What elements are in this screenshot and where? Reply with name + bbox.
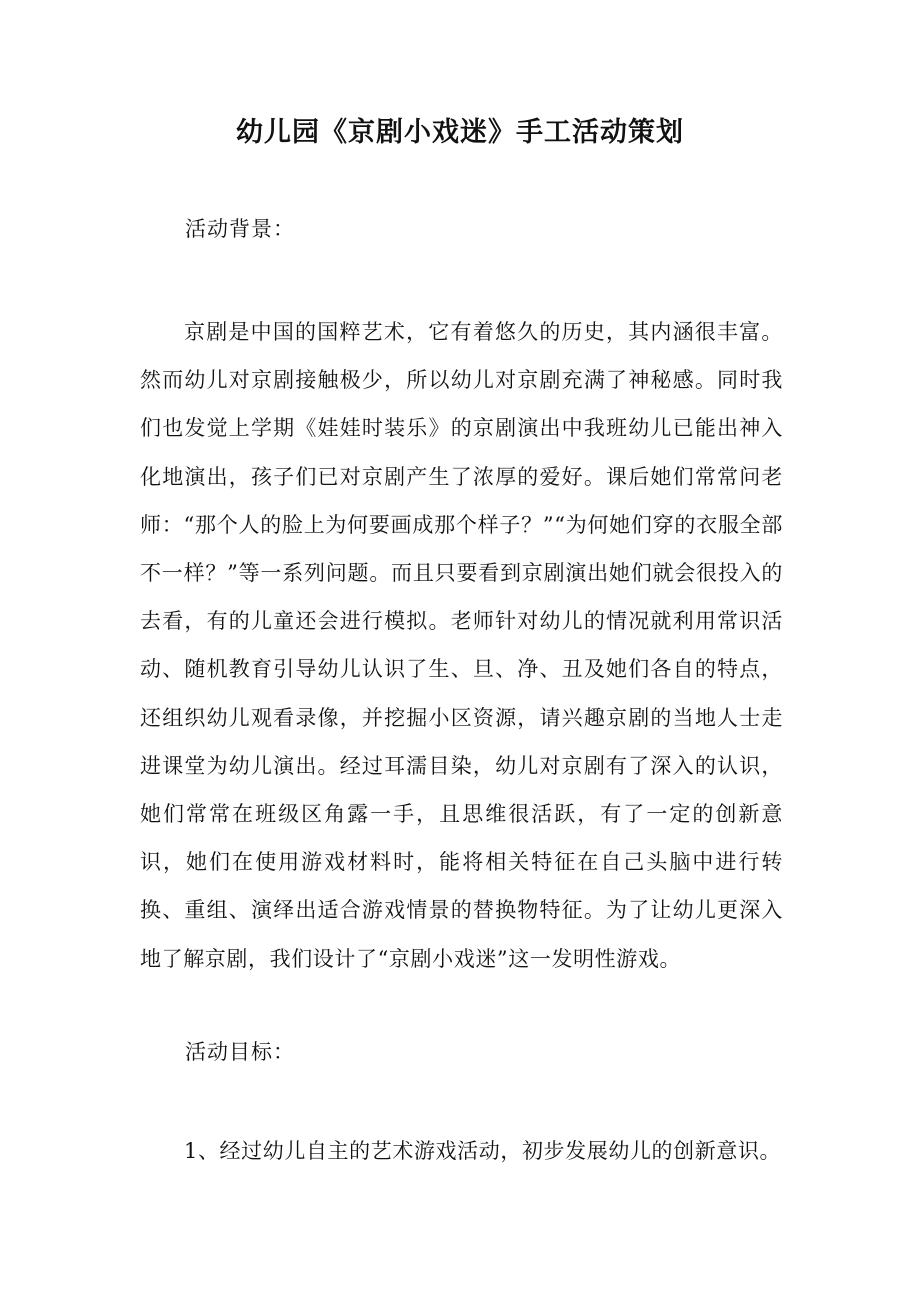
section-heading-goals: 活动目标：	[185, 1040, 295, 1064]
document-title: 幼儿园《京剧小戏迷》手工活动策划	[236, 117, 684, 148]
section-heading-background: 活动背景：	[185, 217, 295, 241]
goal-item-1: 1、经过幼儿自主的艺术游戏活动，初步发展幼儿的创新意识。	[184, 1139, 782, 1163]
background-paragraph: 京剧是中国的国粹艺术，它有着悠久的历史，其内涵很丰富。然而幼儿对京剧接触极少，所以幼儿对京剧充满了神秘感。同时我们也发觉上学期《娃娃时装乐》的京剧演出中我班幼儿已能出神入化地演出，孩子们已对京剧产生了浓厚的爱好。课后她们常常问老师：“那个人的脸上为何要画成那个样子？”“为何她们穿的衣服全部不一样？”等一系列问题。而且只要看到京剧演出她们就会很投入的去看，有的儿童还会进行模拟。老师针对幼儿的情况就利用常识活动、随机教育引导幼儿认识了生、旦、净、丑及她们各自的特点，还组织幼儿观看录像，并挖掘小区资源，请兴趣京剧的当地人士走进课堂为幼儿演出。经过耳濡目染，幼儿对京剧有了深入的认识，她们常常在班级区角露一手，且思维很活跃，有了一定的创新意识，她们在使用游戏材料时，能将相关特征在自己头脑中进行转换、重组、演绎出适合游戏情景的替换物特征。为了让幼儿更深入地了解京剧，我们设计了“京剧小戏迷”这一发明性游戏。	[140, 320, 783, 971]
